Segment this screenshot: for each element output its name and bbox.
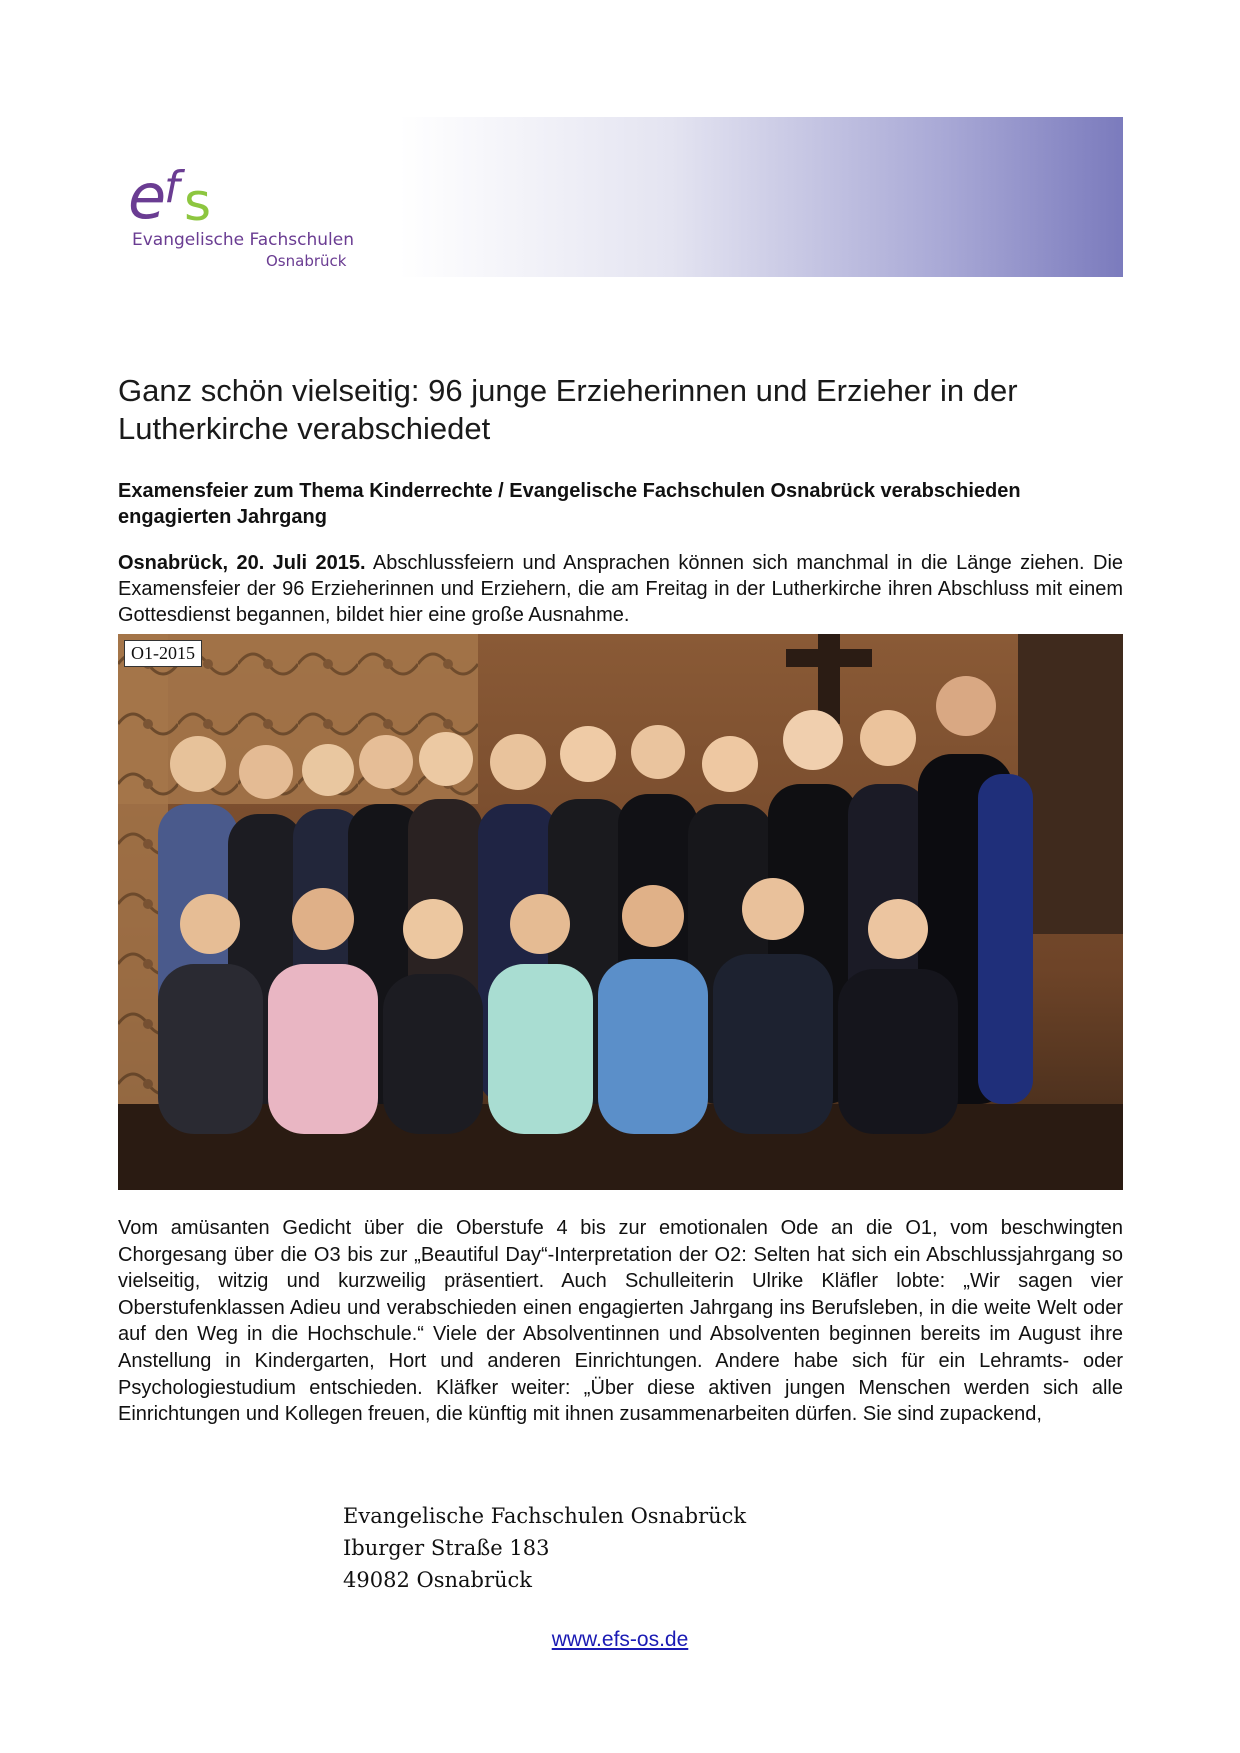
logo-name: Evangelische Fachschulen xyxy=(132,230,354,250)
article-headline: Ganz schön vielseitig: 96 junge Erzieherinnen und Erzieher in der Lutherkirche verabschiedet xyxy=(118,373,1018,446)
efs-logo-mark xyxy=(128,160,238,232)
group-photo-illustration xyxy=(118,634,1123,1190)
logo-letter-e: e xyxy=(128,160,167,232)
website-link[interactable]: www.efs-os.de xyxy=(551,1628,689,1651)
footer-address xyxy=(343,1500,746,1596)
article-subheadline: Examensfeier zum Thema Kinderrechte / Evangelische Fachschulen Osnabrück verabschieden engagierten Jahrgang xyxy=(118,480,1021,528)
article-body: Vom amüsanten Gedicht über die Oberstufe 4 bis zur emotionalen Ode an die O1, vom beschwingten Chorgesang über die O3 bis zur „Beautiful Day“-Interpretation der O2: Selten hat sich ein Abschlussjahrgang so vielseitig, witzig und kurzweilig präsentiert. Auch Schulleiterin Ulrike Kläfler lobte: „Wir sagen vier Oberstufenklassen Adieu und verabschieden einen engagierten Jahrgang ins Berufsleben, in die weite Welt oder auf den Weg in die Hochschule.“ Viele der Absolventinnen und Absolventen beginnen bereits im August ihre Anstellung in Kindergarten, Hort und anderen Einrichtungen. Andere habe sich für ein Lehramts- oder Psychologiestudium entschieden. Kläfker weiter: „Über diese aktiven jungen Menschen werden sich alle Einrichtungen und Kollegen freuen, die künftig mit ihnen zusammenarbeiten dürfen. Sie sind zupackend, xyxy=(118,1217,1123,1426)
efs-logo xyxy=(128,160,368,280)
address-line-organization: Evangelische Fachschulen Osnabrück xyxy=(343,1504,747,1528)
photo-caption: O1-2015 xyxy=(124,640,202,667)
address-line-city: 49082 Osnabrück xyxy=(343,1568,533,1592)
photo-cross-horizontal xyxy=(786,649,872,667)
logo-letter-f: f xyxy=(164,162,180,213)
address-line-street: Iburger Straße 183 xyxy=(343,1536,550,1560)
logo-city: Osnabrück xyxy=(266,252,347,270)
article-dateline: Osnabrück, 20. Juli 2015. xyxy=(118,552,366,574)
logo-letter-s: s xyxy=(184,173,212,232)
photo-wood-panel xyxy=(1018,634,1123,934)
article-intro xyxy=(118,550,1123,628)
article-intro-text: Abschlussfeiern und Ansprachen können sich manchmal in die Länge ziehen. Die Examensfeier der 96 Erzieherinnen und Erziehern, die am Freitag in der Lutherkirche ihren Abschluss mit einem Gottesdienst begannen, bildet hier eine große Ausnahme. xyxy=(118,552,1124,626)
photo-cross-vertical xyxy=(818,634,840,724)
group-photo xyxy=(118,634,1123,1190)
